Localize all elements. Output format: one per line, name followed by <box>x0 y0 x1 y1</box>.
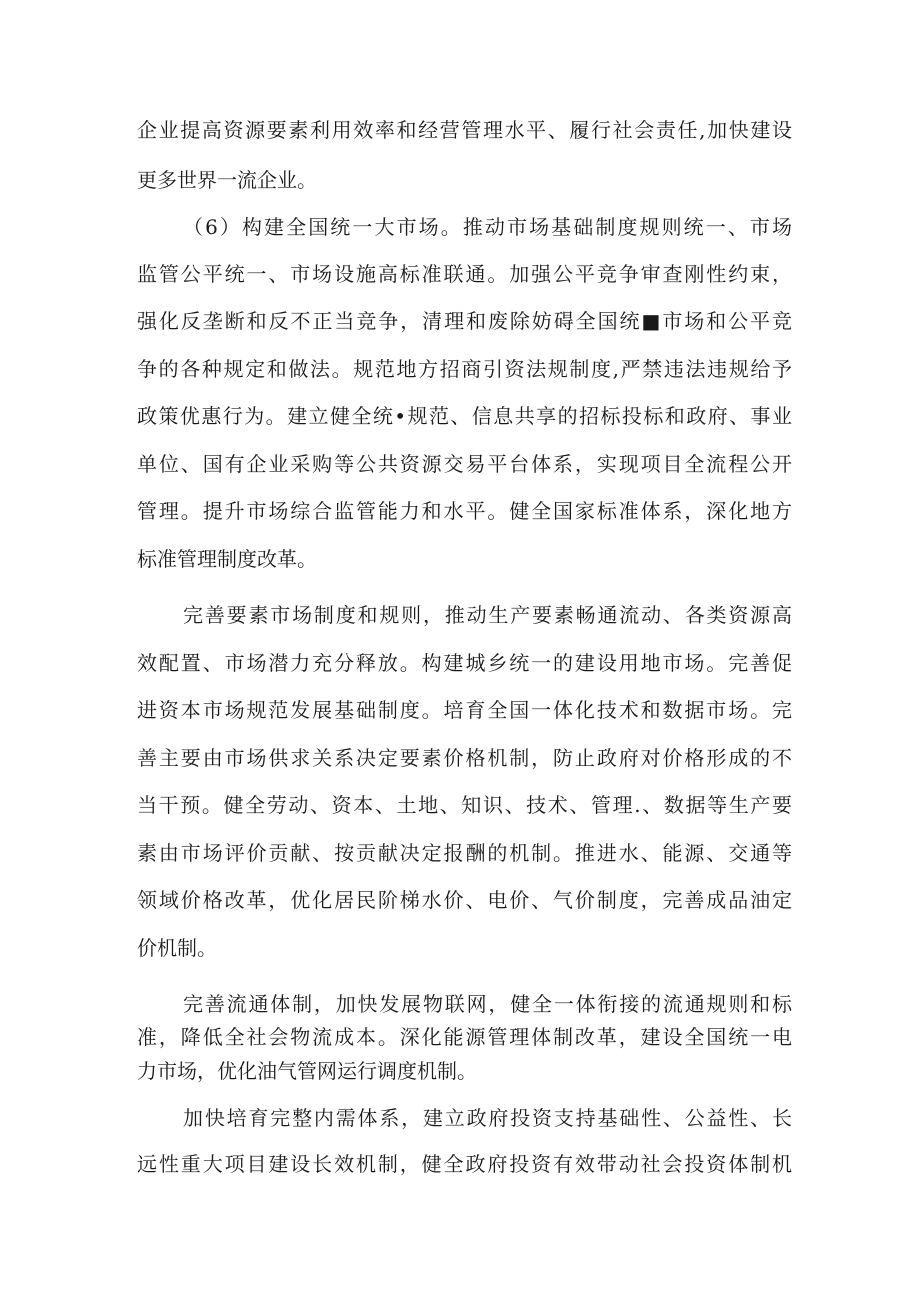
text-line: 善主要由市场供求关系决定要素价格机制，防止政府对价格形成的不 <box>137 746 792 770</box>
text-line: 完善流通体制，加快发展物联网，健全一体衔接的流通规则和标 <box>183 992 792 1016</box>
text-line: 力市场，优化油气管网运行调度机制。 <box>137 1059 477 1083</box>
text-line: 强化反垄断和反不正当竞争，清理和废除妨碍全国统■市场和公平竞 <box>137 309 792 333</box>
text-line: 政策优惠行为。建立健全统•规范、信息共享的招标投标和政府、事业 <box>137 404 792 428</box>
text-line: 领域价格改革，优化居民阶梯水价、电价、气价制度，完善成品油定 <box>137 888 792 912</box>
text-line: 远性重大项目建设长效机制，健全政府投资有效带动社会投资体制机 <box>137 1152 792 1176</box>
text-line: 更多世界一流企业。 <box>137 168 317 192</box>
text-line: 价机制。 <box>137 936 217 960</box>
text-line: 当干预。健全劳动、资本、土地、知识、技术、管理.、数据等生产要 <box>137 793 792 817</box>
text-line: （6）构建全国统一大市场。推动市场基础制度规则统一、市场 <box>183 215 792 239</box>
text-line: 监管公平统一、市场设施高标准联通。加强公平竞争审查刚性约束， <box>137 262 792 286</box>
text-line: 准，降低全社会物流成本。深化能源管理体制改革，建设全国统一电 <box>137 1025 792 1049</box>
text-line: 标准管理制度改革。 <box>137 547 317 571</box>
text-line: 加快培育完整内需体系，建立政府投资支持基础性、公益性、长 <box>183 1106 792 1130</box>
text-line: 企业提高资源要素利用效率和经营管理水平、履行社会责任,加快建设 <box>137 118 792 142</box>
text-line: 进资本市场规范发展基础制度。培育全国一体化技术和数据市场。完 <box>137 698 792 722</box>
text-line: 管理。提升市场综合监管能力和水平。健全国家标准体系，深化地方 <box>137 499 792 523</box>
text-line: 效配置、市场潜力充分释放。构建城乡统一的建设用地市场。完善促 <box>137 651 792 675</box>
text-line: 单位、国有企业采购等公共资源交易平台体系，实现项目全流程公开 <box>137 452 792 476</box>
text-line: 素由市场评价贡献、按贡献决定报酬的机制。推进水、能源、交通等 <box>137 841 792 865</box>
text-line: 争的各种规定和做法。规范地方招商引资法规制度,严禁违法违规给予 <box>137 357 792 381</box>
text-line: 完善要素市场制度和规则，推动生产要素畅通流动、各类资源高 <box>183 603 792 627</box>
